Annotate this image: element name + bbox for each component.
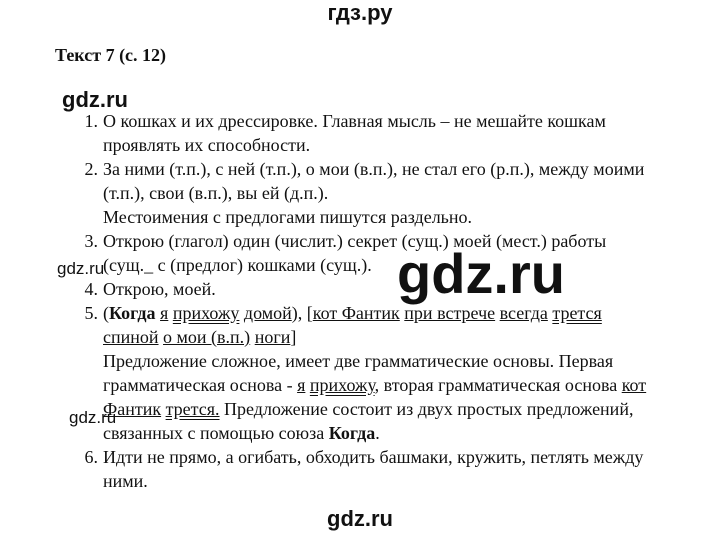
watermark-small: gdz.ru [69,408,117,427]
list-item [0,277,720,301]
answer-list [0,109,720,493]
watermark-top: гдз.ру [327,0,393,25]
predicate-word: трется [552,303,602,323]
item-number: 1. [84,111,98,131]
object-word: о мои (в.п.) [163,327,251,347]
object-word: ноги [254,327,291,347]
item-line: (сущ._ с (предлог) кошками (сущ.). [103,255,372,275]
item-line: (т.п.), свои (в.п.), вы ей (д.п.). [103,183,329,203]
page-title: Текст 7 (с. 12) [55,45,167,65]
item-line: Фантик трется. Предложение состоит из двух простых предложений, [103,399,634,419]
watermark-small: gdz.ru [57,259,105,278]
list-item [0,157,720,229]
item-line: Открою, моей. [103,279,216,299]
subject-word: кот Фантик [312,303,400,323]
watermark-bottom: gdz.ru [327,506,393,531]
adverbial-word: при встрече [404,303,496,323]
item-line: связанных с помощью союза Когда. [103,423,380,443]
predicate-word: трется. [165,399,220,419]
watermark-small: gdz.ru [62,87,128,112]
predicate-word: прихожу [309,375,375,395]
item-line: Идти не прямо, а огибать, обходить башмаки, кружить, петлять между [103,447,644,467]
adverbial-word: домой [243,303,292,323]
subject-word: Фантик [103,399,162,419]
subject-word: я [160,303,169,323]
item-number: 3. [84,231,98,251]
subject-word: кот [621,375,647,395]
item-line: проявлять их способности. [103,135,311,155]
parsed-sentence-line [103,325,720,349]
conjunction-word: Когда [109,303,156,323]
word: ( [103,303,109,323]
item-number: 4. [84,279,98,299]
list-item [0,229,720,277]
list-item [0,109,720,157]
item-line: грамматическая основа - я прихожу, вторая грамматическая основа кот [103,375,647,395]
item-number: 2. [84,159,98,179]
conjunction-word: Когда [328,423,376,443]
item-line: Предложение сложное, имеет две грамматические основы. Первая [103,351,614,371]
list-item [0,445,720,493]
item-line: О кошках и их дрессировке. Главная мысль – не мешайте кошкам [103,111,606,131]
item-line: Местоимения с предлогами пишутся раздельно. [103,207,473,227]
predicate-word: прихожу [172,303,240,323]
subject-word: я [297,375,306,395]
word: ] [290,327,297,347]
item-number: 6. [84,447,98,467]
item-number: 5. [84,303,98,323]
item-line: Открою (глагол) один (числит.) секрет (сущ.) моей (мест.) работы [103,231,607,251]
adverbial-word: всегда [499,303,548,323]
watermark-large: gdz.ru [397,242,565,305]
word: ), [ [291,303,313,323]
adverbial-word: спиной [103,327,159,347]
item-line: За ними (т.п.), с ней (т.п.), о мои (в.п.), не стал его (р.п.), между моими [103,159,645,179]
item-line: ними. [103,471,148,491]
